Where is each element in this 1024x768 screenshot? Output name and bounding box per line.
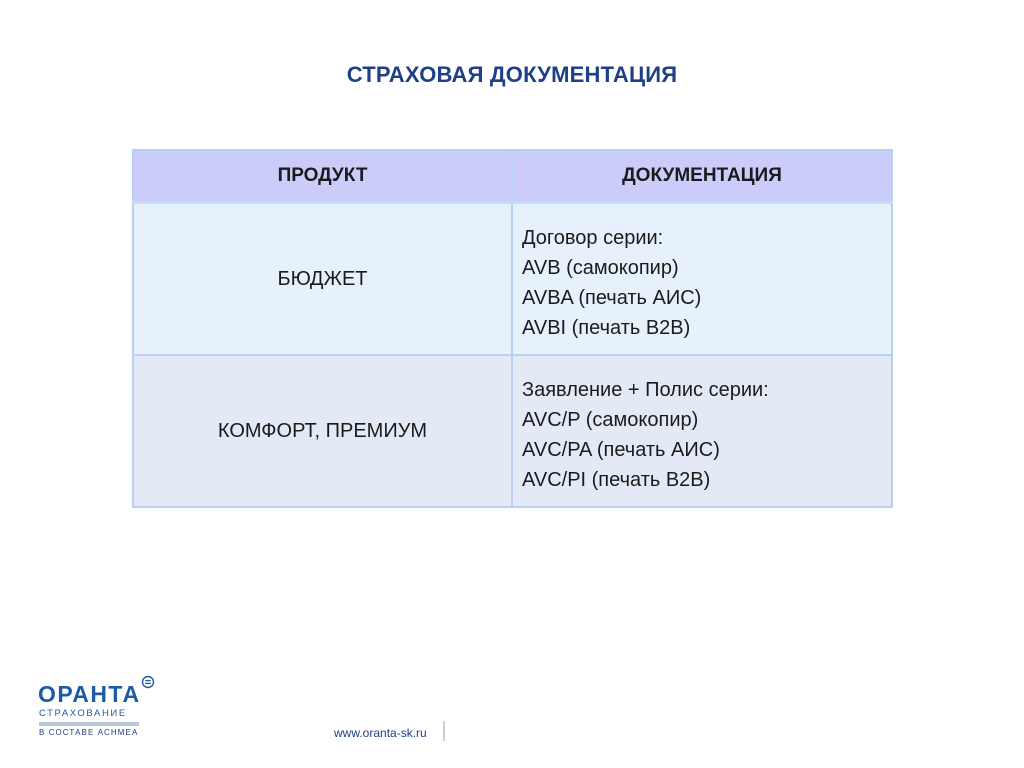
footer-divider — [443, 721, 445, 741]
documentation-line: AVC/PI (печать B2B) — [522, 469, 711, 491]
documentation-line: AVBA (печать АИС) — [522, 287, 702, 309]
column-header-product: ПРОДУКТ — [133, 150, 512, 203]
column-header-documentation: ДОКУМЕНТАЦИЯ — [512, 150, 892, 203]
company-logo — [38, 675, 163, 745]
product-cell: БЮДЖЕТ — [133, 203, 512, 356]
logo-divider — [39, 722, 139, 726]
logo-mark-icon — [141, 675, 155, 694]
documentation-line: AVC/PA (печать АИС) — [522, 439, 720, 461]
documentation-table — [132, 149, 893, 508]
documentation-cell — [512, 355, 892, 507]
documentation-line: AVB (самокопир) — [522, 257, 679, 279]
website-link[interactable]: www.oranta-sk.ru — [334, 726, 427, 740]
logo-subtitle: СТРАХОВАНИЕ — [39, 708, 127, 719]
table-row — [133, 355, 892, 507]
table-row — [133, 203, 892, 356]
documentation-line: AVC/P (самокопир) — [522, 409, 699, 431]
documentation-line: AVBI (печать B2B) — [522, 317, 691, 339]
logo-name: ОРАНТА — [38, 681, 141, 707]
logo-group-text: В СОСТАВЕ АСНМЕА — [39, 728, 139, 737]
product-cell: КОМФОРТ, ПРЕМИУМ — [133, 355, 512, 507]
table-header-row — [133, 150, 892, 203]
page-title: СТРАХОВАЯ ДОКУМЕНТАЦИЯ — [346, 62, 678, 87]
documentation-line: Заявление + Полис серии: — [522, 379, 769, 401]
documentation-cell — [512, 203, 892, 356]
documentation-line: Договор серии: — [522, 227, 664, 249]
